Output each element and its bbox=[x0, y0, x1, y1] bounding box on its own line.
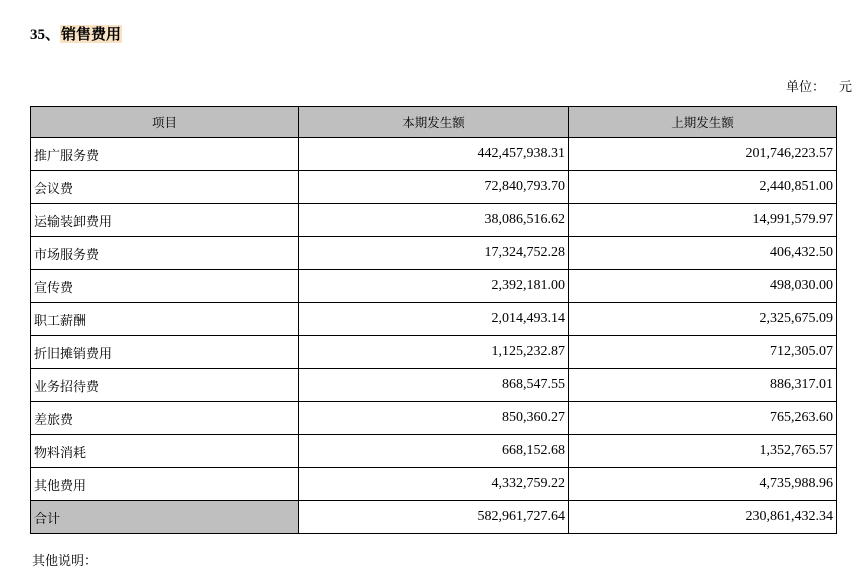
row-current: 442,457,938.31 bbox=[299, 138, 569, 171]
row-current: 72,840,793.70 bbox=[299, 171, 569, 204]
table-row bbox=[31, 336, 837, 369]
sales-expense-table bbox=[30, 106, 837, 534]
row-previous: 14,991,579.97 bbox=[569, 204, 837, 237]
row-item: 折旧摊销费用 bbox=[31, 336, 299, 369]
unit-line bbox=[786, 80, 852, 96]
row-item: 宣传费 bbox=[31, 270, 299, 303]
section-number: 35、 bbox=[30, 27, 61, 43]
row-current: 850,360.27 bbox=[299, 402, 569, 435]
row-current: 4,332,759.22 bbox=[299, 468, 569, 501]
row-current: 38,086,516.62 bbox=[299, 204, 569, 237]
row-previous: 498,030.00 bbox=[569, 270, 837, 303]
row-current: 868,547.55 bbox=[299, 369, 569, 402]
row-item: 职工薪酬 bbox=[31, 303, 299, 336]
row-item: 业务招待费 bbox=[31, 369, 299, 402]
row-current: 2,392,181.00 bbox=[299, 270, 569, 303]
total-previous: 230,861,432.34 bbox=[569, 501, 837, 534]
row-current: 2,014,493.14 bbox=[299, 303, 569, 336]
unit-label: 单位： bbox=[785, 80, 825, 95]
row-item: 物料消耗 bbox=[31, 435, 299, 468]
column-header-previous: 上期发生额 bbox=[569, 107, 837, 138]
row-item: 会议费 bbox=[31, 171, 299, 204]
column-header-item: 项目 bbox=[31, 107, 299, 138]
total-label: 合计 bbox=[31, 501, 299, 534]
section-title: 销售费用 bbox=[61, 25, 122, 43]
unit-value: 元 bbox=[838, 80, 852, 95]
table-row bbox=[31, 435, 837, 468]
table-row bbox=[31, 303, 837, 336]
row-current: 1,125,232.87 bbox=[299, 336, 569, 369]
table-row bbox=[31, 270, 837, 303]
table-row bbox=[31, 138, 837, 171]
row-previous: 712,305.07 bbox=[569, 336, 837, 369]
row-previous: 1,352,765.57 bbox=[569, 435, 837, 468]
row-current: 668,152.68 bbox=[299, 435, 569, 468]
row-previous: 2,325,675.09 bbox=[569, 303, 837, 336]
table-header-row bbox=[31, 107, 837, 138]
table-row bbox=[31, 171, 837, 204]
row-previous: 886,317.01 bbox=[569, 369, 837, 402]
row-previous: 765,263.60 bbox=[569, 402, 837, 435]
row-previous: 201,746,223.57 bbox=[569, 138, 837, 171]
section-heading bbox=[30, 24, 122, 45]
table-row bbox=[31, 237, 837, 270]
row-previous: 2,440,851.00 bbox=[569, 171, 837, 204]
row-item: 运输装卸费用 bbox=[31, 204, 299, 237]
row-item: 差旅费 bbox=[31, 402, 299, 435]
total-current: 582,961,727.64 bbox=[299, 501, 569, 534]
other-notes-label: 其他说明： bbox=[32, 554, 98, 569]
row-item: 推广服务费 bbox=[31, 138, 299, 171]
total-row bbox=[31, 501, 837, 534]
row-item: 市场服务费 bbox=[31, 237, 299, 270]
row-item: 其他费用 bbox=[31, 468, 299, 501]
table-row bbox=[31, 204, 837, 237]
table-row bbox=[31, 402, 837, 435]
row-current: 17,324,752.28 bbox=[299, 237, 569, 270]
table-row bbox=[31, 369, 837, 402]
row-previous: 4,735,988.96 bbox=[569, 468, 837, 501]
column-header-current: 本期发生额 bbox=[299, 107, 569, 138]
table-row bbox=[31, 468, 837, 501]
row-previous: 406,432.50 bbox=[569, 237, 837, 270]
